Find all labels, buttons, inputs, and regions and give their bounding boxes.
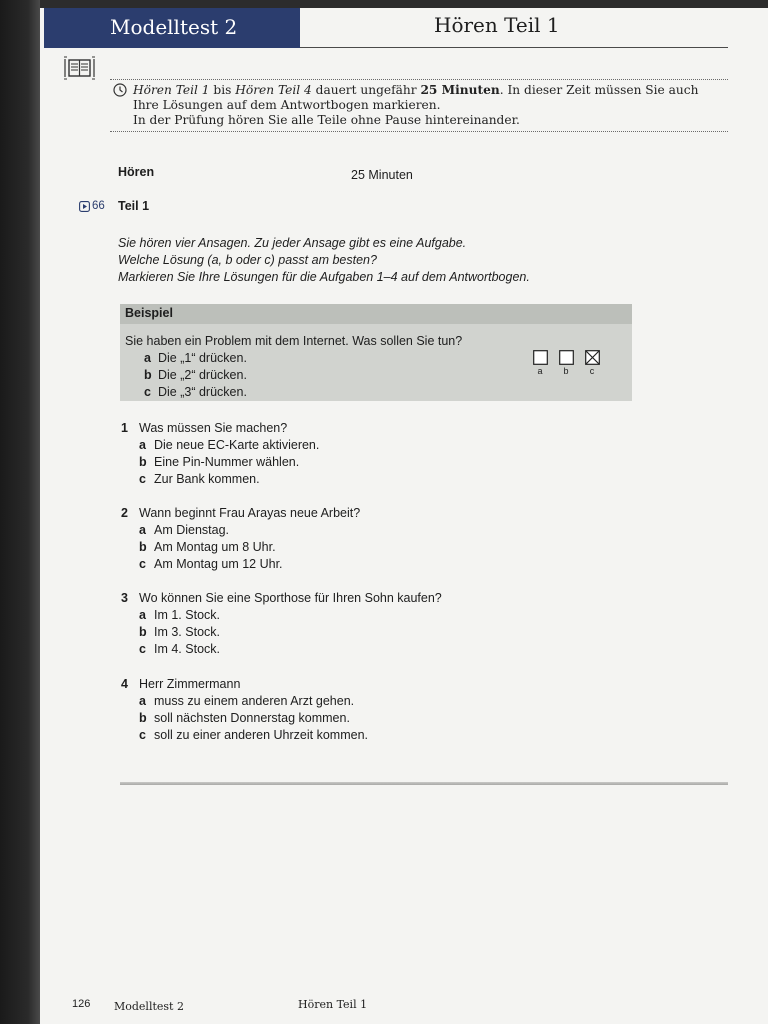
track-number: 66 [92, 200, 105, 212]
option-text: Die „3“ drücken. [158, 385, 247, 399]
option-letter: c [139, 642, 146, 656]
play-track-icon [79, 201, 90, 212]
option-letter: c [139, 728, 146, 742]
question-number: 1 [121, 421, 128, 435]
question-text: Herr Zimmermann [139, 677, 241, 691]
answer-option [139, 624, 442, 641]
question-text: Was müssen Sie machen? [139, 421, 288, 435]
header-rule [300, 47, 728, 48]
option-text: Am Montag um 8 Uhr. [154, 540, 276, 554]
answer-option [139, 710, 368, 727]
example-answer-boxes [532, 350, 600, 376]
empty-checkbox-icon [559, 350, 574, 365]
question-2 [121, 505, 360, 573]
info-line-3: In der Prüfung hören Sie alle Teile ohne Pause hintereinander. [133, 113, 520, 127]
option-text: Am Montag um 12 Uhr. [154, 557, 283, 571]
answer-option [139, 437, 319, 454]
answer-option [139, 607, 442, 624]
example-box [120, 304, 632, 401]
option-text: Eine Pin-Nummer wählen. [154, 455, 300, 469]
instruction-line: Sie hören vier Ansagen. Zu jeder Ansage gibt es eine Aufgabe. [118, 236, 467, 250]
answer-box-a [532, 350, 548, 376]
checkbox-label: a [537, 366, 543, 376]
book-spine-shadow [0, 0, 40, 1024]
answer-box-b [558, 350, 574, 376]
header-right-title: Hören Teil 1 [434, 13, 560, 37]
option-text: Im 1. Stock. [154, 608, 220, 622]
option-letter: c [144, 385, 151, 399]
option-text: Am Dienstag. [154, 523, 230, 537]
crossed-checkbox-icon [585, 350, 600, 365]
answer-option [139, 454, 319, 471]
section-duration: 25 Minuten [351, 168, 413, 182]
header-left-title: Modelltest 2 [110, 15, 238, 39]
question-number: 4 [121, 677, 128, 691]
bottom-rule [120, 782, 728, 785]
checkbox-label: b [563, 366, 569, 376]
question-4 [121, 676, 368, 744]
option-text: Im 4. Stock. [154, 642, 220, 656]
option-letter: a [139, 694, 146, 708]
header-left-bar [44, 8, 300, 48]
info-line-2: Ihre Lösungen auf dem Antwortbogen markieren. [133, 98, 441, 112]
question-text: Wo können Sie eine Sporthose für Ihren Sohn kaufen? [139, 591, 442, 605]
answer-option [139, 539, 360, 556]
option-text: muss zu einem anderen Arzt gehen. [154, 694, 355, 708]
option-text: soll zu einer anderen Uhrzeit kommen. [154, 728, 368, 742]
question-text: Wann beginnt Frau Arayas neue Arbeit? [139, 506, 361, 520]
timing-info [133, 83, 733, 128]
top-edge-strip [40, 0, 768, 8]
option-letter: a [139, 523, 146, 537]
info-top-dotted-rule [110, 79, 728, 80]
section-label: Hören [118, 165, 155, 179]
option-letter: c [139, 557, 146, 571]
example-option [120, 384, 632, 401]
footer-left-title: Modelltest 2 [114, 1000, 184, 1013]
info-connector: bis [209, 83, 236, 97]
instruction-line: Welche Lösung (a, b oder c) passt am besten? [118, 253, 377, 267]
audio-track [79, 200, 105, 212]
question-number: 2 [121, 506, 128, 520]
option-text: Zur Bank kommen. [154, 472, 260, 486]
example-question: Sie haben ein Problem mit dem Internet. Was sollen Sie tun? [125, 334, 463, 348]
option-letter: a [139, 608, 146, 622]
option-letter: b [139, 455, 147, 469]
task-instructions [118, 235, 530, 286]
option-text: Die neue EC-Karte aktivieren. [154, 438, 320, 452]
answer-box-c [584, 350, 600, 376]
option-letter: b [139, 540, 147, 554]
answer-option [139, 727, 368, 744]
answer-option [139, 641, 442, 658]
info-line-1 [133, 83, 733, 98]
option-letter: a [144, 351, 151, 365]
info-text: dauert ungefähr [311, 83, 421, 97]
instruction-line: Markieren Sie Ihre Lösungen für die Aufgaben 1–4 auf dem Antwortbogen. [118, 270, 530, 284]
question-1 [121, 420, 319, 488]
info-term-teil-1: Hören Teil 1 [133, 83, 210, 97]
checkbox-label: c [589, 366, 595, 376]
option-letter: a [139, 438, 146, 452]
page-number: 126 [72, 998, 91, 1010]
info-term-teil-4: Hören Teil 4 [235, 83, 312, 97]
info-bottom-dotted-rule [110, 131, 728, 132]
option-text: Die „1“ drücken. [158, 351, 247, 365]
option-letter: b [139, 711, 147, 725]
answer-option [139, 522, 360, 539]
answer-option [139, 471, 319, 488]
info-text-end: . In dieser Zeit müssen Sie auch [499, 83, 699, 97]
example-heading: Beispiel [120, 304, 632, 324]
part-label: Teil 1 [118, 199, 150, 213]
empty-checkbox-icon [533, 350, 548, 365]
option-text: Im 3. Stock. [154, 625, 220, 639]
option-letter: b [139, 625, 147, 639]
option-letter: b [144, 368, 152, 382]
option-text: Die „2“ drücken. [158, 368, 247, 382]
question-3 [121, 590, 442, 658]
answer-option [139, 693, 368, 710]
option-text: soll nächsten Donnerstag kommen. [154, 711, 350, 725]
question-number: 3 [121, 591, 128, 605]
option-letter: c [139, 472, 146, 486]
clock-icon [113, 83, 127, 97]
footer-right-title: Hören Teil 1 [298, 998, 368, 1011]
info-duration: 25 Minuten [420, 83, 500, 97]
answer-option [139, 556, 360, 573]
book-icon [63, 56, 96, 80]
